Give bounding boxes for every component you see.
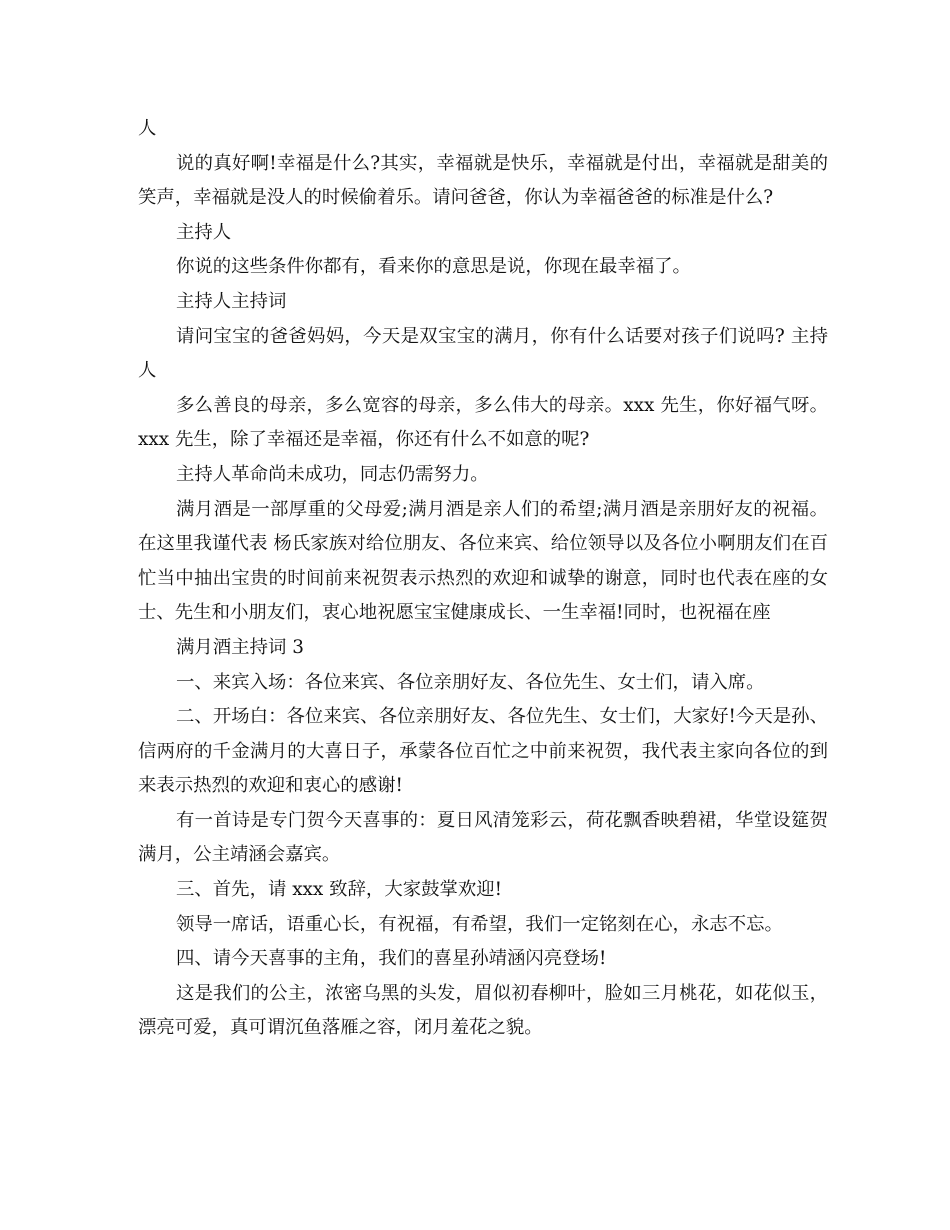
paragraph-7: 多么善良的母亲，多么宽容的母亲，多么伟大的母亲。xxx 先生，你好福气呀。xxx 先生，除了幸福还是幸福，你还有什么不如意的呢? bbox=[138, 394, 828, 451]
paragraph-9: 满月酒是一部厚重的父母爱;满月酒是亲人们的希望;满月酒是亲朋好友的祝福。在这里我谨代表 杨氏家族对给位朋友、各位来宾、给位领导以及各位小啊朋友们在百忙当中抽出宝贵的时间前来祝贺表示热烈的欢迎和诚挚的谢意，同时也代表在座的女士、先生和小朋友们，衷心地祝愿宝宝健康成长、一生幸福!同时，也祝福在座 bbox=[138, 498, 828, 624]
paragraph-1: 人 bbox=[138, 118, 157, 139]
paragraph-15: 领导一席话，语重心长，有祝福，有希望，我们一定铭刻在心，永志不忘。 bbox=[176, 913, 783, 935]
paragraph-17: 这是我们的公主，浓密乌黑的头发，眉似初春柳叶，脸如三月桃花，如花似玉，漂亮可爱，真可谓沉鱼落雁之容，闭月羞花之貌。 bbox=[138, 982, 828, 1039]
paragraph-8: 主持人革命尚未成功，同志仍需努力。 bbox=[176, 463, 489, 485]
paragraph-13: 有一首诗是专门贺今天喜事的：夏日风清笼彩云，荷花飘香映碧裙，华堂设筵贺满月，公主靖涵会嘉宾。 bbox=[138, 809, 828, 866]
paragraph-5: 主持人主持词 bbox=[176, 290, 287, 312]
paragraph-2: 说的真好啊!幸福是什么?其实，幸福就是快乐，幸福就是付出，幸福就是甜美的笑声，幸福就是没人的时候偷着乐。请问爸爸，你认为幸福爸爸的标准是什么? bbox=[138, 152, 828, 209]
section-heading: 满月酒主持词 3 bbox=[176, 636, 304, 658]
paragraph-16: 四、请今天喜事的主角，我们的喜星孙靖涵闪亮登场! bbox=[176, 948, 607, 970]
document-page bbox=[138, 112, 828, 1046]
paragraph-6: 请问宝宝的爸爸妈妈，今天是双宝宝的满月，你有什么话要对孩子们说吗? 主持人 bbox=[138, 325, 828, 382]
paragraph-11: 一、来宾入场：各位来宾、各位亲朋好友、各位先生、女士们，请入席。 bbox=[176, 671, 765, 693]
paragraph-12: 二、开场白：各位来宾、各位亲朋好友、各位先生、女士们，大家好!今天是孙、信两府的千金满月的大喜日子，承蒙各位百忙之中前来祝贺，我代表主家向各位的到来表示热烈的欢迎和衷心的感谢! bbox=[138, 706, 828, 797]
paragraph-3: 主持人 bbox=[176, 221, 232, 243]
paragraph-14: 三、首先，请 xxx 致辞，大家鼓掌欢迎! bbox=[176, 879, 503, 901]
paragraph-4: 你说的这些条件你都有，看来你的意思是说，你现在最幸福了。 bbox=[176, 256, 691, 278]
